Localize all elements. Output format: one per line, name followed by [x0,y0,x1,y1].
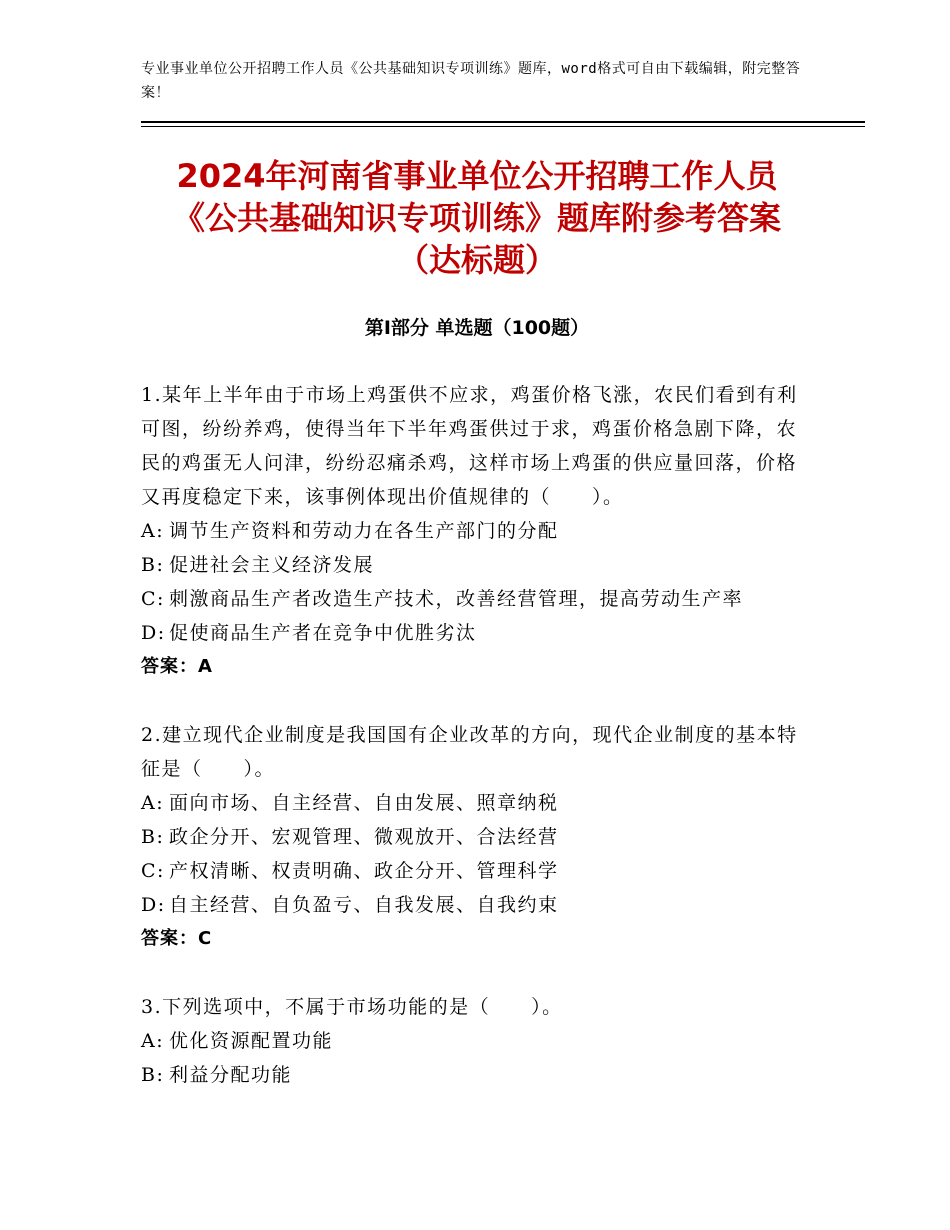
option-letter: C: [141,860,165,882]
question-list [141,378,801,1126]
section-heading: 第Ⅰ部分 单选题（100题） [364,317,590,339]
question-stem: 3.下列选项中，不属于市场功能的是（ ）。 [141,996,563,1018]
option-letter: D: [141,622,166,644]
option-letter: D: [141,894,166,916]
option-a [141,514,801,548]
answer-line: 答案：A [141,656,213,677]
option-text: 自主经营、自负盈亏、自我发展、自我约束 [169,894,559,916]
option-b [141,820,801,854]
option-text: 优化资源配置功能 [169,1030,334,1052]
option-letter: C: [141,588,165,610]
option-text: 刺激商品生产者改造生产技术，改善经营管理，提高劳动生产率 [169,588,744,610]
option-a [141,786,801,820]
question-3 [141,990,801,1092]
option-c [141,854,801,888]
question-stem: 1.某年上半年由于市场上鸡蛋供不应求，鸡蛋价格飞涨，农民们看到有利可图，纷纷养鸡，使得当年下半年鸡蛋供过于求，鸡蛋价格急剧下降，农民的鸡蛋无人问津，纷纷忍痛杀鸡，这样市场上鸡蛋的供应量回落，价格又再度稳定下来，该事例体现出价值规律的（ ）。 [141,384,798,508]
option-letter: A: [141,1030,165,1052]
option-text: 面向市场、自主经营、自由发展、照章纳税 [169,792,559,814]
header-rule-thin [141,126,865,127]
option-c [141,582,801,616]
option-letter: A: [141,520,165,542]
option-d [141,616,801,650]
option-text: 产权清晰、权责明确、政企分开、管理科学 [169,860,559,882]
title-line-1: 2024年河南省事业单位公开招聘工作人员 [176,157,778,195]
option-letter: B: [141,826,165,848]
option-letter: A: [141,792,165,814]
question-2 [141,718,801,956]
title-line-2: 《公共基础知识专项训练》题库附参考答案 [172,199,781,237]
option-text: 政企分开、宏观管理、微观放开、合法经营 [169,826,559,848]
title-line-3: （达标题） [396,241,557,279]
option-text: 促使商品生产者在竞争中优胜劣汰 [169,622,477,644]
question-1 [141,378,801,684]
option-a [141,1024,801,1058]
option-text: 调节生产资料和劳动力在各生产部门的分配 [169,520,559,542]
question-stem: 2.建立现代企业制度是我国国有企业改革的方向，现代企业制度的基本特征是（ ）。 [141,724,798,780]
option-b [141,548,801,582]
option-d [141,888,801,922]
answer-line: 答案：C [141,928,213,949]
document-title [141,155,813,281]
option-text: 利益分配功能 [169,1064,293,1086]
option-letter: B: [141,1064,165,1086]
option-text: 促进社会主义经济发展 [169,554,375,576]
option-b [141,1058,801,1092]
option-letter: B: [141,554,165,576]
header-rule-thick [141,121,865,123]
header-note: 专业事业单位公开招聘工作人员《公共基础知识专项训练》题库，word格式可自由下载编辑，附完整答案！ [141,61,801,101]
